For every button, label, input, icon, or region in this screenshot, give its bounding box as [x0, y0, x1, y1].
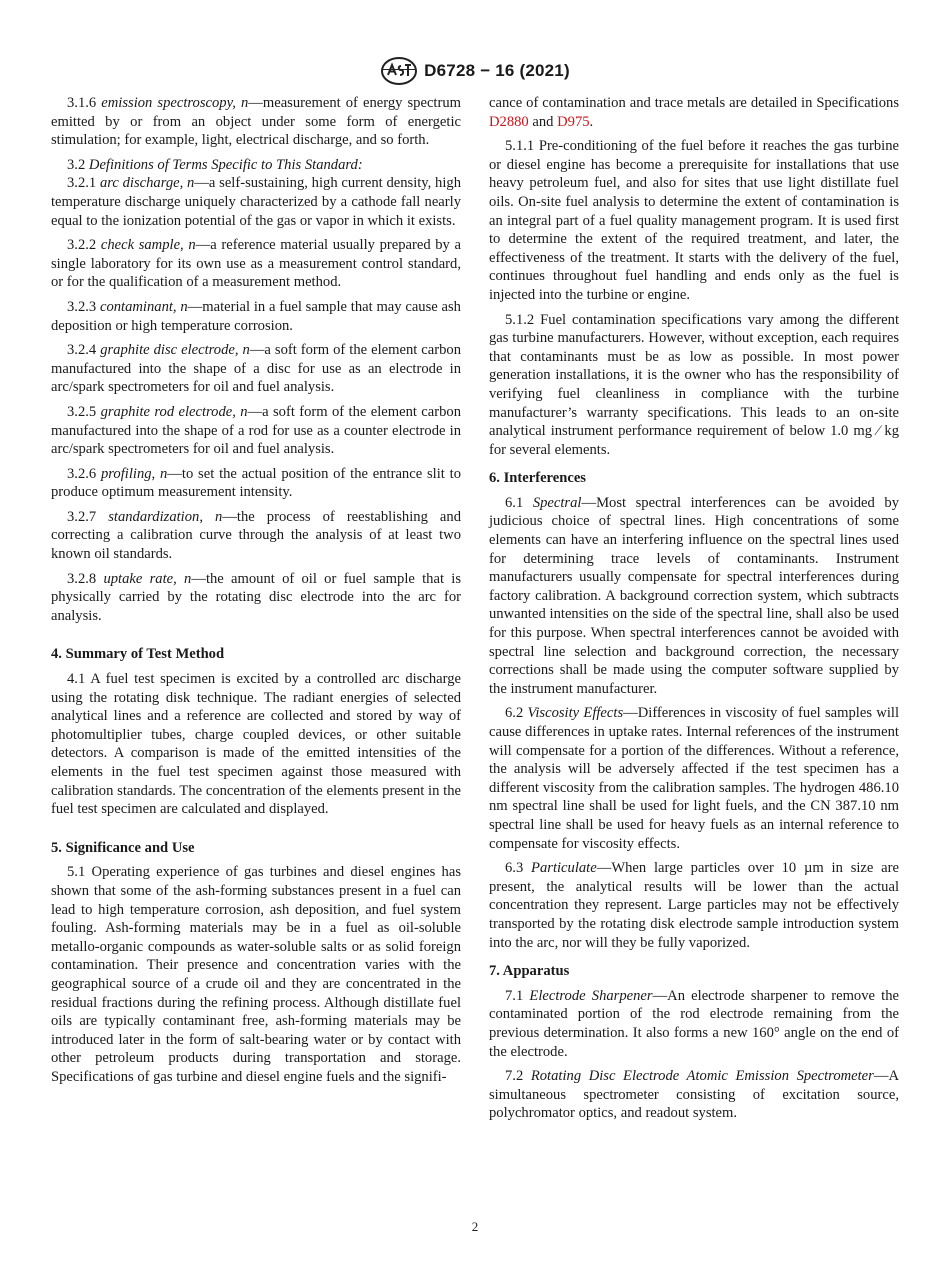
para-7-1: 7.1 Electrode Sharpener—An electrode sharpener to remove the contaminated portion of the rod electrode remaining from the previous determination. It also forms a new 160° angle on the end of the electrode.	[489, 987, 899, 1060]
para-6-3: 6.3 Particulate—When large particles over 10 µm in size are present, the analytical results will be lower than the actual concentration they represent. Large particles may not be effectively transported by the rotating disk electrode sample introduction system into the arc, nor will they be fully vaporized.	[489, 860, 899, 951]
para-3-2-3: 3.2.3 contaminant, n—material in a fuel sample that may cause ash deposition or high temperature corrosion.	[51, 298, 461, 334]
para-3-2-1: 3.2.1 arc discharge, n—a self-sustaining, high current density, high temperature discharge uniquely characterized by a cathode fall nearly equal to the ionization potential of the gas or vapor in which it exists.	[51, 175, 461, 229]
para-4-1: 4.1 A fuel test specimen is excited by a controlled arc discharge using the rotating disk technique. The radiant energies of selected analytical lines and a reference are collected and stored by way of photomultiplier tubes, charge coupled devices, or other suitable detectors. A comparison is made of the emitted intensities of the elements in the fuel test specimen against those measured with calibration standards. The concentration of the elements present in the fuel test specimen are calculated and displayed.	[51, 671, 462, 818]
document-id: D6728 − 16 (2021)	[424, 61, 570, 80]
right-column	[489, 94, 899, 1129]
para-3-2-5: 3.2.5 graphite rod electrode, n—a soft form of the element carbon manufactured into the shape of a rod for use as a counter electrode in arc/spark spectrometers for oil and fuel analysis.	[51, 403, 461, 458]
section-heading-5: 5. Significance and Use	[51, 839, 195, 856]
para-5-1-2: 5.1.2 Fuel contamination specifications vary among the different gas turbine manufacturers. However, without exception, each requires that contaminants must be as low as possible. In most power generation installations, it is the owner who has the responsibility of verifying fuel cleanliness in compliance with the turbine manufacturer’s warranty specifications. This leads to an on-site analytical instrument performance requirement of below 1.0 mg ⁄ kg for several elements.	[489, 311, 900, 458]
para-3-1-6: 3.1.6 emission spectroscopy, n—measurement of energy spectrum emitted by or from an object under some form of energetic stimulation; for example, light, electrical discharge, and so forth.	[51, 95, 461, 149]
para-3-2-6: 3.2.6 profiling, n—to set the actual position of the entrance slit to produce optimum measurement intensity.	[51, 465, 461, 501]
para-6-2: 6.2 Viscosity Effects—Differences in viscosity of fuel samples will cause differences in uptake rates. Internal references of the instrument will compensate for a portion of the differences. Without a reference, the analysis will be adversely affected if the test specimen has a different viscosity from the calibration samples. The hydrogen 486.10 nm spectral line shall be used for light fuels, and the CN 387.10 nm spectral line shall be used for heavy fuels as an internal reference to compensate for viscosity effects.	[489, 705, 900, 852]
para-7-2: 7.2 Rotating Disc Electrode Atomic Emission Spectrometer—A simultaneous spectrometer consisting of excitation source, polychromator optics, and readout system.	[489, 1068, 899, 1122]
left-column	[51, 94, 461, 1093]
para-3-2-4: 3.2.4 graphite disc electrode, n—a soft form of the element carbon manufactured into the shape of a disc for use as an electrode in arc/spark spectrometers for oil and fuel analysis.	[51, 342, 461, 396]
para-3-2-2: 3.2.2 check sample, n—a reference material usually prepared by a single laboratory for its own use as a measurement control standard, or for the qualification of a measurement method.	[51, 237, 461, 291]
page-number: 2	[471, 1219, 479, 1234]
ref-d975-link[interactable]: D975	[557, 113, 590, 130]
para-3-2: 3.2 Definitions of Terms Specific to This Standard:	[67, 156, 363, 173]
para-5-1-continued: cance of contamination and trace metals are detailed in Specifications D2880 and D975.	[489, 95, 899, 130]
page-header	[0, 56, 950, 86]
para-3-2-7: 3.2.7 standardization, n—the process of reestablishing and correcting a calibration curve through the analysis of at least two known oil standards.	[51, 508, 461, 563]
ref-d2880-link[interactable]: D2880	[489, 113, 529, 130]
para-6-1: 6.1 Spectral—Most spectral interferences can be avoided by judicious choice of spectral lines. High concentrations of some elements can have an interfering influence on the spectral lines used for determining trace levels of contaminants. Instrument manufacturers usually compensate for spectral interferences during factory calibration. A background correction system, which subtracts unwanted intensities on the side of the spectral line, shall also be used for this purpose. When spectral interferences cannot be avoided with spectral line selection and background correction, the necessary corrections shall be made using the computer software supplied by the instrument manufacturer.	[489, 494, 899, 697]
para-5-1-1: 5.1.1 Pre-conditioning of the fuel before it reaches the gas turbine or diesel engine has become a prerequisite for installations that use heavy petroleum fuel, and also for sites that use light distillate fuel oils. On-site fuel analysis to determine the extent of contamination is an integral part of a fuel quality management program. It is used first to determine the extent of the required treatment, and later, the effectiveness of the treatment. It starts with the delivery of the fuel, continues throughout fuel handling and ends only as the fuel is injected into the turbine or engine.	[489, 138, 899, 303]
para-3-2-8: 3.2.8 uptake rate, n—the amount of oil or fuel sample that is physically carried by the rotating disc electrode into the arc for analysis.	[51, 570, 461, 624]
section-heading-4: 4. Summary of Test Method	[51, 646, 225, 663]
section-heading-7: 7. Apparatus	[489, 963, 570, 980]
astm-logo-icon	[380, 56, 418, 86]
para-5-1: 5.1 Operating experience of gas turbines and diesel engines has shown that some of the ash-forming substances present in a fuel can lead to high temperature corrosion, ash deposition, and fuel system fouling. Ash-forming materials may be in a fuel as oil-soluble metallo-organic compounds as water-soluble salts or as solid foreign contamination. Their presence and concentration varies with the geographical source of a crude oil and they are concentrated in the residual fractions during the refining process. Although distillate fuel oils are typically contaminant free, ash-forming materials may be introduced later in the form of salt-bearing water or by contact with other petroleum products during transportation and storage. Specifications of gas turbine and diesel engine fuels and the signifi-	[51, 864, 461, 1085]
section-heading-6: 6. Interferences	[489, 470, 586, 487]
